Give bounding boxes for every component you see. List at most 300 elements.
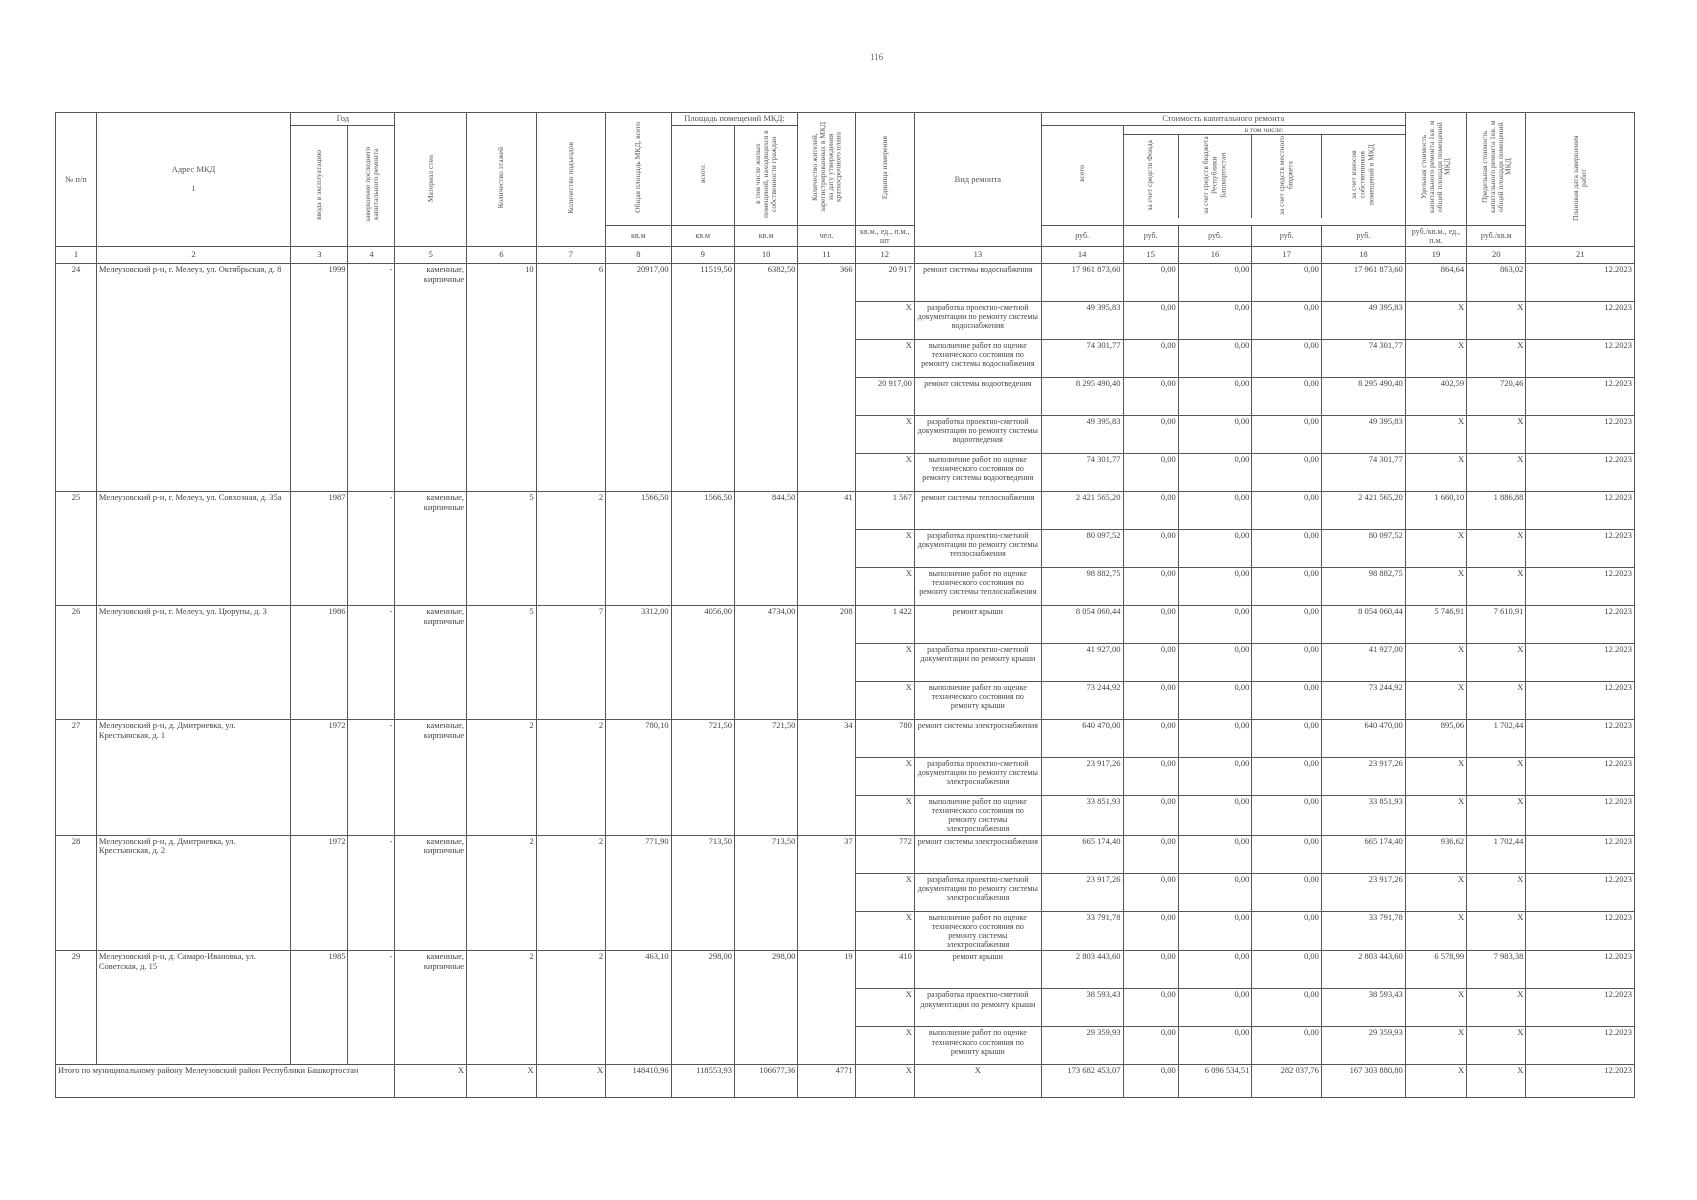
cost-owners: 33 791,78 (1321, 911, 1405, 951)
floor-count: 2 (467, 951, 537, 1065)
unit-cost: X (1405, 453, 1466, 491)
cost-fund: 0,00 (1123, 643, 1178, 681)
unit-cost: 5 746,91 (1405, 605, 1466, 643)
cost-republic: 0,00 (1178, 681, 1252, 719)
cost-fund: 0,00 (1123, 491, 1178, 529)
planned-date: 12.2023 (1526, 491, 1635, 529)
total-residents: 4771 (798, 1065, 855, 1098)
header-repair-type: Вид ремонта (914, 113, 1041, 247)
column-number: 7 (536, 246, 606, 263)
cost-fund: 0,00 (1123, 681, 1178, 719)
table-row (56, 263, 1635, 301)
limit-cost: X (1467, 989, 1526, 1027)
planned-date: 12.2023 (1526, 835, 1635, 873)
cost-local: 0,00 (1252, 681, 1322, 719)
cost-owners: 17 961 873,60 (1321, 263, 1405, 301)
repair-type: ремонт крыши (914, 951, 1041, 989)
limit-cost: X (1467, 643, 1526, 681)
cost-fund: 0,00 (1123, 873, 1178, 911)
table-row (56, 835, 1635, 873)
cost-republic: 0,00 (1178, 795, 1252, 835)
total-entrances: X (536, 1065, 606, 1098)
wall-material: каменные, кирпичные (395, 835, 467, 951)
cost-total: 665 174,40 (1041, 835, 1123, 873)
cost-total: 41 927,00 (1041, 643, 1123, 681)
unit-cost: 1 660,10 (1405, 491, 1466, 529)
last-repair-year: - (348, 263, 395, 491)
residents-count: 37 (798, 835, 855, 951)
cost-fund: 0,00 (1123, 263, 1178, 301)
cost-republic: 0,00 (1178, 989, 1252, 1027)
measure-value: 20 917,00 (855, 377, 914, 415)
row-number: 29 (56, 951, 97, 1065)
wall-material: каменные, кирпичные (395, 719, 467, 835)
cost-republic: 0,00 (1178, 567, 1252, 605)
total-planned-date: 12.2023 (1526, 1065, 1635, 1098)
cost-fund: 0,00 (1123, 301, 1178, 339)
header-incl-subtable (1124, 135, 1405, 218)
unit-residents: чел. (798, 225, 855, 246)
cost-republic: 0,00 (1178, 415, 1252, 453)
column-number: 6 (467, 246, 537, 263)
year-commission: 1999 (291, 263, 348, 491)
unit-cost: X (1405, 911, 1466, 951)
measure-value: X (855, 643, 914, 681)
limit-cost: X (1467, 1027, 1526, 1065)
cost-owners: 2 421 565,20 (1321, 491, 1405, 529)
last-repair-year: - (348, 605, 395, 719)
residents-count: 41 (798, 491, 855, 605)
measure-value: X (855, 873, 914, 911)
unit-cost: 936,62 (1405, 835, 1466, 873)
repair-type: выполнение работ по оценке технического состояния по ремонту системы водоснабжения (914, 339, 1041, 377)
column-number: 14 (1041, 246, 1123, 263)
header-limit-cost: Предельная стоимость капитального ремонта 1кв. м общей площади помещений МКД (1467, 113, 1526, 226)
header-residents: Количество жителей, зарегистрированных в МКД на дату утверждения краткосрочного плана (798, 113, 855, 226)
limit-cost: X (1467, 567, 1526, 605)
cost-local: 0,00 (1252, 835, 1322, 873)
premises-area-total: 1566,50 (671, 491, 734, 605)
cost-fund: 0,00 (1123, 529, 1178, 567)
header-incl-group (1123, 125, 1405, 225)
cost-owners: 74 301,77 (1321, 453, 1405, 491)
cost-local: 0,00 (1252, 339, 1322, 377)
total-cost-owners: 167 303 880,80 (1321, 1065, 1405, 1098)
total-premises-owned: 106677,36 (734, 1065, 797, 1098)
cost-total: 74 301,77 (1041, 453, 1123, 491)
cost-total: 8 295 490,40 (1041, 377, 1123, 415)
measure-value: X (855, 339, 914, 377)
cost-republic: 0,00 (1178, 757, 1252, 795)
unit-cost: 895,06 (1405, 719, 1466, 757)
row-number: 25 (56, 491, 97, 605)
premises-area-owned: 713,50 (734, 835, 797, 951)
repair-type: выполнение работ по оценке технического состояния по ремонту системы теплоснабжения (914, 567, 1041, 605)
cost-owners: 74 301,77 (1321, 339, 1405, 377)
total-cost-local: 282 037,76 (1252, 1065, 1322, 1098)
total-row (56, 1065, 1635, 1098)
header-cost-fund: за счет средств Фонда (1124, 135, 1179, 218)
repair-type: выполнение работ по оценке технического состояния по ремонту крыши (914, 681, 1041, 719)
unit-cost: 402,59 (1405, 377, 1466, 415)
cost-republic: 0,00 (1178, 339, 1252, 377)
planned-date: 12.2023 (1526, 415, 1635, 453)
unit-cost: X (1405, 339, 1466, 377)
cost-fund: 0,00 (1123, 415, 1178, 453)
repair-type: ремонт системы водоснабжения (914, 263, 1041, 301)
cost-local: 0,00 (1252, 795, 1322, 835)
cost-owners: 38 593,43 (1321, 989, 1405, 1027)
repair-type: ремонт системы водоотведения (914, 377, 1041, 415)
column-number: 17 (1252, 246, 1322, 263)
measure-value: 780 (855, 719, 914, 757)
cost-total: 2 421 565,20 (1041, 491, 1123, 529)
cost-republic: 0,00 (1178, 719, 1252, 757)
unit-cost: X (1405, 681, 1466, 719)
column-number: 4 (348, 246, 395, 263)
column-number: 15 (1123, 246, 1178, 263)
entrance-count: 2 (536, 951, 606, 1065)
cost-total: 74 301,77 (1041, 339, 1123, 377)
planned-date: 12.2023 (1526, 989, 1635, 1027)
cost-republic: 0,00 (1178, 301, 1252, 339)
unit-area-total: кв.м (671, 225, 734, 246)
planned-date: 12.2023 (1526, 605, 1635, 643)
cost-owners: 8 295 490,40 (1321, 377, 1405, 415)
total-floors: X (467, 1065, 537, 1098)
header-entrances: Количество подъездов (536, 113, 606, 247)
limit-cost: 720,46 (1467, 377, 1526, 415)
planned-date: 12.2023 (1526, 263, 1635, 301)
unit-cost: X (1405, 989, 1466, 1027)
unit-cost: X (1405, 643, 1466, 681)
cost-total: 17 961 873,60 (1041, 263, 1123, 301)
cost-total: 29 359,93 (1041, 1027, 1123, 1065)
header-unit: Единица измерения (855, 113, 914, 226)
measure-value: X (855, 415, 914, 453)
limit-cost: X (1467, 529, 1526, 567)
cost-local: 0,00 (1252, 873, 1322, 911)
planned-date: 12.2023 (1526, 681, 1635, 719)
unit-area-owned: кв.м (734, 225, 797, 246)
column-number: 2 (96, 246, 290, 263)
cost-fund: 0,00 (1123, 835, 1178, 873)
header-cost-local: за счет средств местного бюджета (1252, 135, 1321, 218)
measure-value: 1 422 (855, 605, 914, 643)
total-cost-fund: 0,00 (1123, 1065, 1178, 1098)
cost-republic: 0,00 (1178, 1027, 1252, 1065)
residents-count: 366 (798, 263, 855, 491)
building-address: Мелеузовский р-н, г. Мелеуз, ул. Совхозная, д. 35а (96, 491, 290, 605)
header-area-total: всего: (671, 125, 734, 225)
limit-cost: 1 886,88 (1467, 491, 1526, 529)
measure-value: 1 567 (855, 491, 914, 529)
planned-date: 12.2023 (1526, 529, 1635, 567)
limit-cost: X (1467, 681, 1526, 719)
measure-value: X (855, 453, 914, 491)
repair-type: ремонт системы электроснабжения (914, 835, 1041, 873)
header-planned-date: Плановая дата завершения работ (1526, 113, 1635, 247)
premises-area-owned: 844,50 (734, 491, 797, 605)
cost-local: 0,00 (1252, 643, 1322, 681)
entrance-count: 6 (536, 263, 606, 491)
repair-type: выполнение работ по оценке технического состояния по ремонту крыши (914, 1027, 1041, 1065)
cost-local: 0,00 (1252, 567, 1322, 605)
repair-type: выполнение работ по оценке технического состояния по ремонту системы электроснабжения (914, 911, 1041, 951)
header-no: № п/п (56, 113, 97, 247)
last-repair-year: - (348, 491, 395, 605)
planned-date: 12.2023 (1526, 911, 1635, 951)
cost-total: 33 791,78 (1041, 911, 1123, 951)
measure-value: X (855, 567, 914, 605)
repair-type: выполнение работ по оценке технического состояния по ремонту системы электроснабжения (914, 795, 1041, 835)
column-number: 18 (1321, 246, 1405, 263)
header-year-commission: ввода в эксплуатацию (291, 125, 348, 246)
repair-type: разработка проектно-сметной документации по ремонту крыши (914, 643, 1041, 681)
floor-count: 2 (467, 835, 537, 951)
repair-type: разработка проектно-сметной документации по ремонту системы теплоснабжения (914, 529, 1041, 567)
cost-local: 0,00 (1252, 377, 1322, 415)
floor-count: 10 (467, 263, 537, 491)
cost-local: 0,00 (1252, 605, 1322, 643)
unit-cost: X (1405, 415, 1466, 453)
header-year-last-repair: завершение последнего капитального ремонта (348, 125, 395, 246)
total-cost-republic: 6 096 534,51 (1178, 1065, 1252, 1098)
cost-local: 0,00 (1252, 301, 1322, 339)
column-number: 10 (734, 246, 797, 263)
cost-owners: 49 395,83 (1321, 301, 1405, 339)
planned-date: 12.2023 (1526, 301, 1635, 339)
total-area: 463,10 (606, 951, 671, 1065)
measure-value: X (855, 301, 914, 339)
cost-local: 0,00 (1252, 415, 1322, 453)
header-cost-republic: за счет средств бюджета Республики Башкортостан (1179, 135, 1252, 218)
building-address: Мелеузовский р-н, д. Дмитриевка, ул. Крестьянская, д. 2 (96, 835, 290, 951)
total-area: 771,90 (606, 835, 671, 951)
year-commission: 1972 (291, 835, 348, 951)
cost-fund: 0,00 (1123, 1027, 1178, 1065)
floor-count: 5 (467, 605, 537, 719)
last-repair-year: - (348, 835, 395, 951)
unit-total-area: кв.м (606, 225, 671, 246)
header-incl: в том числе: (1124, 126, 1405, 136)
row-number: 28 (56, 835, 97, 951)
column-number: 16 (1178, 246, 1252, 263)
cost-owners: 23 917,26 (1321, 757, 1405, 795)
cost-republic: 0,00 (1178, 643, 1252, 681)
cost-local: 0,00 (1252, 951, 1322, 989)
unit-cost-local: руб. (1252, 225, 1322, 246)
entrance-count: 2 (536, 719, 606, 835)
column-number: 11 (798, 246, 855, 263)
limit-cost: 1 702,44 (1467, 835, 1526, 873)
premises-area-owned: 298,00 (734, 951, 797, 1065)
wall-material: каменные, кирпичные (395, 491, 467, 605)
row-number: 26 (56, 605, 97, 719)
cost-owners: 80 097,52 (1321, 529, 1405, 567)
measure-value: 772 (855, 835, 914, 873)
table-row (56, 491, 1635, 529)
cost-total: 80 097,52 (1041, 529, 1123, 567)
unit-cost: X (1405, 757, 1466, 795)
total-area: 20917,00 (606, 263, 671, 491)
total-premises-area: 118553,93 (671, 1065, 734, 1098)
planned-date: 12.2023 (1526, 719, 1635, 757)
column-number: 1 (56, 246, 97, 263)
row-number: 27 (56, 719, 97, 835)
header-year-group: Год (291, 113, 395, 126)
total-limit-cost: X (1467, 1065, 1526, 1098)
cost-republic: 0,00 (1178, 453, 1252, 491)
repair-plan-table (55, 112, 1635, 1098)
year-commission: 1987 (291, 491, 348, 605)
cost-owners: 23 917,26 (1321, 873, 1405, 911)
entrance-count: 7 (536, 605, 606, 719)
unit-cost: 864,64 (1405, 263, 1466, 301)
planned-date: 12.2023 (1526, 951, 1635, 989)
entrance-count: 2 (536, 491, 606, 605)
unit-cost-owners: руб. (1321, 225, 1405, 246)
building-address: Мелеузовский р-н, д. Дмитриевка, ул. Крестьянская, д. 1 (96, 719, 290, 835)
header-walls: Материал стен (395, 113, 467, 247)
unit-unit-cost: руб./кв.м., ед., п.м. (1405, 225, 1466, 246)
entrance-count: 2 (536, 835, 606, 951)
premises-area-total: 298,00 (671, 951, 734, 1065)
limit-cost: X (1467, 301, 1526, 339)
planned-date: 12.2023 (1526, 643, 1635, 681)
cost-owners: 41 927,00 (1321, 643, 1405, 681)
last-repair-year: - (348, 951, 395, 1065)
unit-cost: X (1405, 567, 1466, 605)
planned-date: 12.2023 (1526, 567, 1635, 605)
cost-local: 0,00 (1252, 491, 1322, 529)
limit-cost: X (1467, 453, 1526, 491)
measure-value: X (855, 757, 914, 795)
limit-cost: X (1467, 415, 1526, 453)
premises-area-owned: 6382,50 (734, 263, 797, 491)
cost-local: 0,00 (1252, 989, 1322, 1027)
cost-owners: 640 470,00 (1321, 719, 1405, 757)
total-area: 1566,50 (606, 491, 671, 605)
column-number: 12 (855, 246, 914, 263)
cost-republic: 0,00 (1178, 835, 1252, 873)
total-area: 780,10 (606, 719, 671, 835)
cost-total: 640 470,00 (1041, 719, 1123, 757)
cost-owners: 98 882,75 (1321, 567, 1405, 605)
repair-type: ремонт крыши (914, 605, 1041, 643)
repair-type: выполнение работ по оценке технического состояния по ремонту системы водоотведения (914, 453, 1041, 491)
cost-republic: 0,00 (1178, 911, 1252, 951)
repair-type: разработка проектно-сметной документации по ремонту крыши (914, 989, 1041, 1027)
building-address: Мелеузовский р-н, г. Мелеуз, ул. Октябрьская, д. 8 (96, 263, 290, 491)
limit-cost: X (1467, 339, 1526, 377)
cost-republic: 0,00 (1178, 951, 1252, 989)
unit-measure: кв.м., ед., п.м., шт (855, 225, 914, 246)
cost-total: 33 851,93 (1041, 795, 1123, 835)
page-number: 116 (870, 52, 884, 62)
cost-owners: 49 395,83 (1321, 415, 1405, 453)
cost-fund: 0,00 (1123, 567, 1178, 605)
cost-fund: 0,00 (1123, 453, 1178, 491)
cost-owners: 665 174,40 (1321, 835, 1405, 873)
limit-cost: 7 610,91 (1467, 605, 1526, 643)
unit-cost-total: руб. (1041, 225, 1123, 246)
measure-value: X (855, 989, 914, 1027)
header-total-area: Общая площадь МКД, всего (606, 113, 671, 226)
cost-fund: 0,00 (1123, 951, 1178, 989)
cost-fund: 0,00 (1123, 795, 1178, 835)
cost-fund: 0,00 (1123, 719, 1178, 757)
header-area-owned: в том числе жилых помещений, находящихся в собственности граждан (734, 125, 797, 225)
planned-date: 12.2023 (1526, 339, 1635, 377)
column-number: 13 (914, 246, 1041, 263)
cost-total: 98 882,75 (1041, 567, 1123, 605)
header-cost-total: всего (1041, 125, 1123, 225)
cost-owners: 73 244,92 (1321, 681, 1405, 719)
premises-area-owned: 4734,00 (734, 605, 797, 719)
planned-date: 12.2023 (1526, 377, 1635, 415)
unit-cost: X (1405, 873, 1466, 911)
cost-fund: 0,00 (1123, 989, 1178, 1027)
total-unit-cost: X (1405, 1065, 1466, 1098)
limit-cost: X (1467, 911, 1526, 951)
repair-type: разработка проектно-сметной документации по ремонту системы электроснабжения (914, 757, 1041, 795)
cost-total: 49 395,83 (1041, 415, 1123, 453)
planned-date: 12.2023 (1526, 757, 1635, 795)
cost-total: 2 803 443,60 (1041, 951, 1123, 989)
unit-limit-cost: руб./кв.м (1467, 225, 1526, 246)
unit-cost: X (1405, 301, 1466, 339)
total-label: Итого по муниципальному району Мелеузовский район Республики Башкортостан (56, 1065, 395, 1098)
limit-cost: 7 983,38 (1467, 951, 1526, 989)
table-row (56, 719, 1635, 757)
cost-local: 0,00 (1252, 529, 1322, 567)
year-commission: 1985 (291, 951, 348, 1065)
unit-cost: 6 578,99 (1405, 951, 1466, 989)
premises-area-total: 721,50 (671, 719, 734, 835)
residents-count: 208 (798, 605, 855, 719)
cost-fund: 0,00 (1123, 605, 1178, 643)
cost-total: 49 395,83 (1041, 301, 1123, 339)
planned-date: 12.2023 (1526, 873, 1635, 911)
cost-local: 0,00 (1252, 1027, 1322, 1065)
column-number: 8 (606, 246, 671, 263)
cost-total: 8 054 060,44 (1041, 605, 1123, 643)
premises-area-total: 4056,00 (671, 605, 734, 719)
building-address: Мелеузовский р-н, г. Мелеуз, ул. Цюрупы, д. 3 (96, 605, 290, 719)
planned-date: 12.2023 (1526, 453, 1635, 491)
premises-area-total: 713,50 (671, 835, 734, 951)
planned-date: 12.2023 (1526, 1027, 1635, 1065)
header-floors: Количество этажей (467, 113, 537, 247)
cost-owners: 33 851,93 (1321, 795, 1405, 835)
cost-fund: 0,00 (1123, 911, 1178, 951)
year-commission: 1972 (291, 719, 348, 835)
measure-value: X (855, 795, 914, 835)
repair-type: разработка проектно-сметной документации по ремонту системы водоснабжения (914, 301, 1041, 339)
cost-local: 0,00 (1252, 719, 1322, 757)
wall-material: каменные, кирпичные (395, 951, 467, 1065)
cost-republic: 0,00 (1178, 873, 1252, 911)
total-repair-type: X (914, 1065, 1041, 1098)
column-number: 21 (1526, 246, 1635, 263)
planned-date: 12.2023 (1526, 795, 1635, 835)
cost-republic: 0,00 (1178, 529, 1252, 567)
limit-cost: X (1467, 795, 1526, 835)
premises-area-total: 11519,50 (671, 263, 734, 491)
header-area-group: Площадь помещений МКД: (671, 113, 798, 126)
cost-total: 23 917,26 (1041, 873, 1123, 911)
